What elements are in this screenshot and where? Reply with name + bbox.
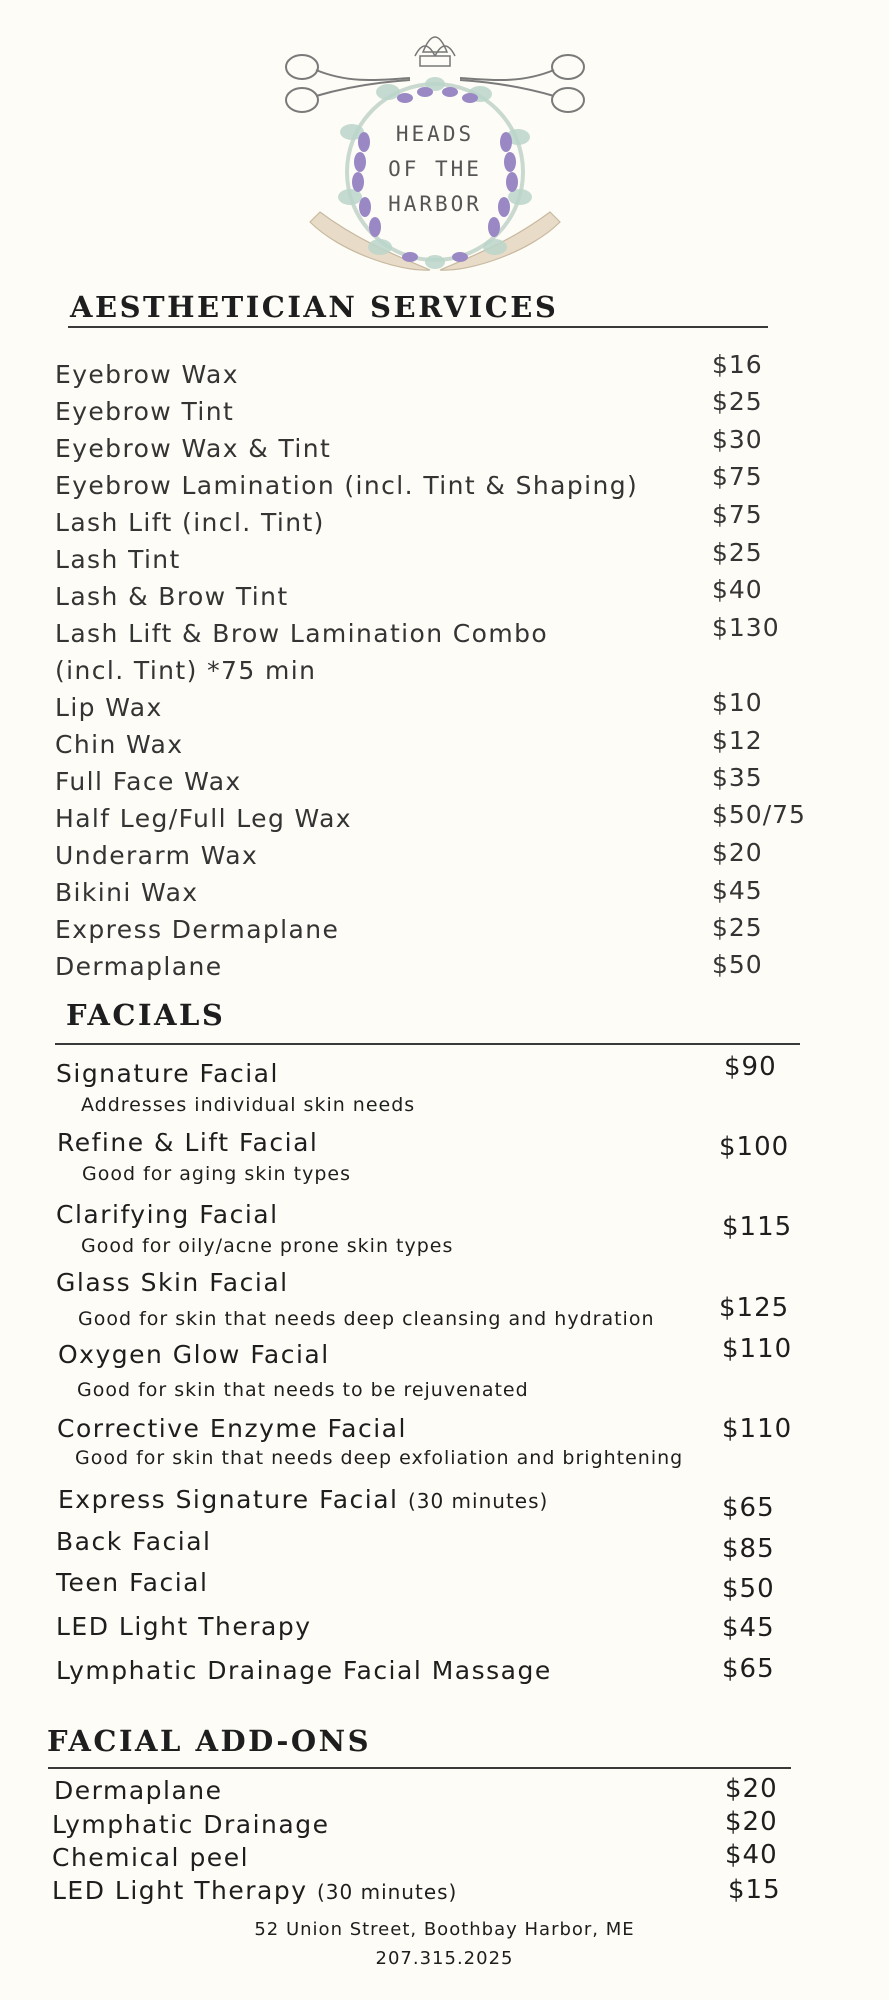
service-price: $75 (712, 500, 763, 529)
service-price: $10 (712, 688, 763, 717)
service-price: $25 (712, 913, 763, 942)
facial-price: $115 (722, 1212, 793, 1242)
facial-description: Good for aging skin types (82, 1163, 351, 1185)
facial-price: $65 (722, 1654, 775, 1684)
facial-price: $50 (722, 1574, 775, 1604)
service-price: $50/75 (712, 800, 806, 829)
lotus-crown-icon (415, 37, 455, 66)
addon-label: Dermaplane (54, 1776, 223, 1805)
facial-price: $45 (722, 1613, 775, 1643)
logo-line-3: HARBOR (388, 192, 482, 216)
facial-description: Good for oily/acne prone skin types (81, 1235, 454, 1257)
service-label: Lash Lift (incl. Tint) (55, 508, 325, 537)
service-price: $75 (712, 462, 763, 491)
footer-phone: 207.315.2025 (375, 1948, 514, 1969)
service-label: Chin Wax (55, 730, 184, 759)
service-price: $45 (712, 876, 763, 905)
addon-label (52, 1876, 457, 1905)
facial-price: $110 (722, 1334, 793, 1364)
service-price: $25 (712, 538, 763, 567)
addon-duration-note: (30 minutes) (316, 1880, 458, 1904)
facial-label: Clarifying Facial (56, 1200, 279, 1229)
service-label: Half Leg/Full Leg Wax (55, 804, 352, 833)
facial-description: Addresses individual skin needs (81, 1094, 416, 1116)
facial-description: Good for skin that needs deep exfoliation and brightening (75, 1447, 684, 1469)
section-heading-addons: FACIAL ADD-ONS (47, 1724, 372, 1758)
addon-label: Lymphatic Drainage (52, 1810, 330, 1839)
heads-of-the-harbor-logo (280, 22, 590, 284)
facial-description: Good for skin that needs deep cleansing and hydration (78, 1308, 655, 1330)
facial-duration-note: (30 minutes) (407, 1489, 549, 1513)
service-price: $30 (712, 425, 763, 454)
service-price: $25 (712, 387, 763, 416)
service-price: $35 (712, 763, 763, 792)
facial-label: Refine & Lift Facial (57, 1128, 319, 1157)
logo-line-2: OF THE (388, 157, 482, 181)
facial-price: $90 (724, 1052, 777, 1082)
facial-price: $65 (722, 1493, 775, 1523)
facial-label: Lymphatic Drainage Facial Massage (56, 1656, 552, 1685)
facial-label: Oxygen Glow Facial (58, 1340, 330, 1369)
service-label-continued: (incl. Tint) *75 min (55, 656, 317, 685)
section-heading-aesthetician: AESTHETICIAN SERVICES (70, 290, 559, 324)
scissors-right-icon (460, 55, 584, 112)
section-heading-facials: FACIALS (66, 998, 226, 1032)
service-price: $12 (712, 726, 763, 755)
service-label: Lash & Brow Tint (55, 582, 289, 611)
facial-price: $85 (722, 1534, 775, 1564)
addon-label: Chemical peel (52, 1843, 250, 1872)
facial-label: Corrective Enzyme Facial (57, 1414, 407, 1443)
facial-label (58, 1485, 548, 1514)
section-divider (68, 326, 768, 328)
addon-price: $20 (725, 1774, 778, 1804)
facial-price: $110 (722, 1414, 793, 1444)
service-label: Lip Wax (55, 693, 163, 722)
service-label: Lash Tint (55, 545, 181, 574)
facial-label: Signature Facial (56, 1059, 279, 1088)
service-label: Underarm Wax (55, 841, 259, 870)
addon-price: $15 (728, 1875, 781, 1905)
service-price: $130 (712, 613, 780, 642)
section-divider (55, 1043, 800, 1045)
logo-line-1: HEADS (395, 122, 475, 146)
footer-address: 52 Union Street, Boothbay Harbor, ME (254, 1919, 635, 1940)
addon-price: $20 (725, 1807, 778, 1837)
service-label: Express Dermaplane (55, 915, 340, 944)
facial-price: $100 (719, 1132, 790, 1162)
service-price: $20 (712, 838, 763, 867)
addon-label-text: LED Light Therapy (52, 1876, 308, 1905)
facial-label: Back Facial (56, 1527, 212, 1556)
service-label: Lash Lift & Brow Lamination Combo (55, 619, 549, 648)
service-label: Eyebrow Lamination (incl. Tint & Shaping) (55, 471, 639, 500)
scissors-left-icon (286, 55, 410, 112)
service-price: $40 (712, 575, 763, 604)
service-label: Full Face Wax (55, 767, 242, 796)
addon-price: $40 (725, 1840, 778, 1870)
service-price: $50 (712, 950, 763, 979)
facial-label-text: Express Signature Facial (58, 1485, 399, 1514)
service-label: Bikini Wax (55, 878, 199, 907)
service-label: Eyebrow Wax & Tint (55, 434, 332, 463)
facial-description: Good for skin that needs to be rejuvenated (77, 1379, 529, 1401)
service-price: $16 (712, 350, 763, 379)
facial-price: $125 (719, 1293, 790, 1323)
facial-label: LED Light Therapy (56, 1612, 312, 1641)
service-label: Eyebrow Wax (55, 360, 239, 389)
facial-label: Teen Facial (56, 1568, 209, 1597)
section-divider (48, 1767, 791, 1769)
service-label: Eyebrow Tint (55, 397, 235, 426)
facial-label: Glass Skin Facial (56, 1268, 289, 1297)
service-label: Dermaplane (55, 952, 223, 981)
